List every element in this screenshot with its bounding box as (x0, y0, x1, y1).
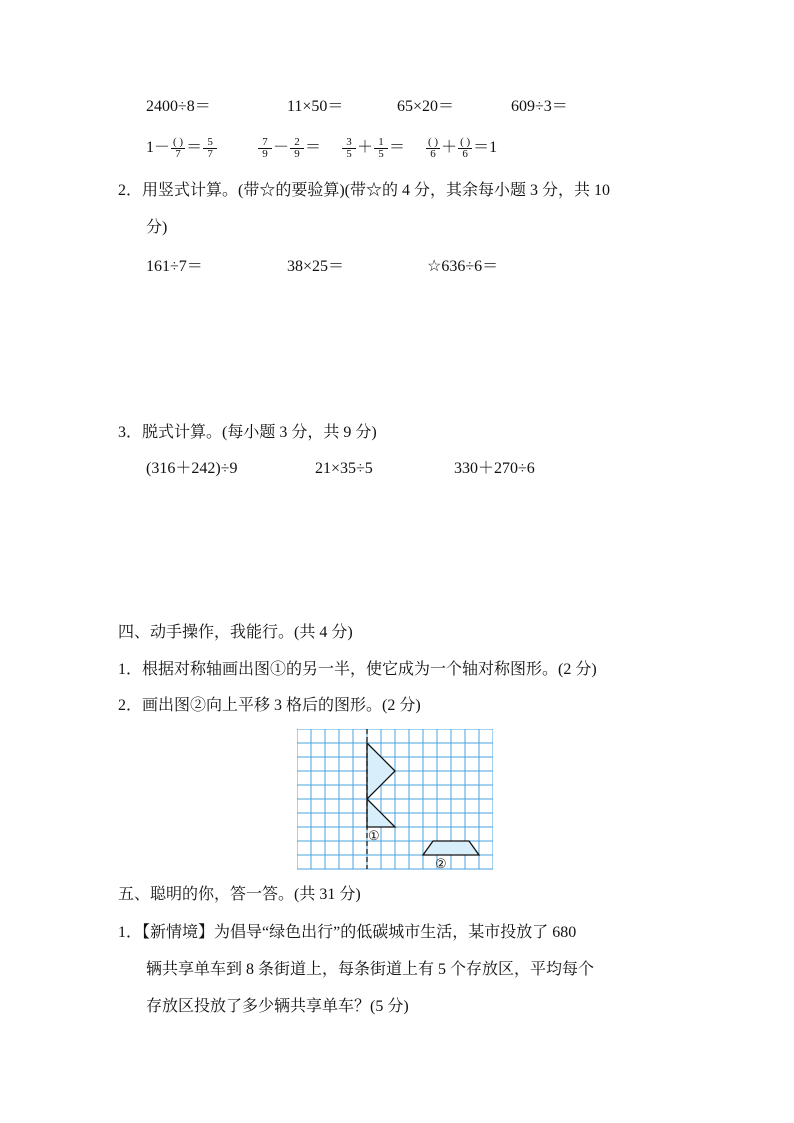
fraction (426, 137, 440, 160)
section4-item-2: 2．画出图②向上平移 3 格后的图形。(2 分) (118, 697, 421, 714)
q2-expr-2: 38×25＝ (287, 258, 345, 275)
fraction (290, 137, 304, 160)
grid-figure (297, 729, 493, 871)
q3-expr-1: (316＋242)÷9 (146, 460, 238, 477)
oral-expr-2: 11×50＝ (287, 98, 344, 115)
fraction (458, 137, 472, 160)
operator: ＋ (357, 139, 374, 157)
q2-title-cont: 分) (146, 219, 168, 236)
section4-heading: 四、动手操作，我能行。(共 4 分) (118, 624, 353, 641)
fraction-expr-2 (257, 137, 321, 160)
fraction-numerator: 7 (258, 137, 272, 149)
q3-expr-2: 21×35÷5 (315, 460, 373, 477)
q3-title: 3．脱式计算。(每小题 3 分，共 9 分) (118, 424, 377, 441)
fraction (203, 137, 217, 160)
section5-item-1-line2: 辆共享单车到 8 条街道上，每条街道上有 5 个存放区，平均每个 (146, 961, 595, 978)
q2-expr-1: 161÷7＝ (146, 258, 203, 275)
section5-item-1-line3: 存放区投放了多少辆共享单车？(5 分) (146, 998, 409, 1015)
operator: － (273, 139, 290, 157)
q2-expr-3: ☆636÷6＝ (427, 258, 499, 275)
oral-expr-4: 609÷3＝ (511, 98, 568, 115)
expr-prefix: 1－ (146, 139, 171, 157)
fraction-denominator: 9 (294, 148, 300, 160)
shape-2-trapezoid (423, 841, 479, 855)
fraction-expr-3 (341, 137, 405, 160)
fraction-numerator: 3 (342, 137, 356, 149)
fraction-numerator: ( ) (460, 136, 471, 148)
fraction-denominator: 5 (378, 148, 384, 160)
fraction-denominator: 7 (207, 148, 213, 160)
operator: ＋ (441, 139, 458, 157)
fraction-denominator: 6 (462, 148, 468, 160)
fraction-numerator: 1 (374, 137, 388, 149)
equals-sign: ＝ (186, 139, 203, 157)
fraction (258, 137, 272, 160)
oral-expr-1: 2400÷8＝ (146, 98, 211, 115)
shape-1-label: ① (368, 828, 380, 843)
q2-title: 2．用竖式计算。(带☆的要验算)(带☆的 4 分，其余每小题 3 分，共 10 (118, 182, 610, 199)
fraction-denominator: 9 (262, 148, 268, 160)
fraction-expr-4 (425, 137, 497, 160)
q3-expr-3: 330＋270÷6 (454, 460, 535, 477)
fraction-denominator: 7 (175, 148, 181, 160)
fraction (374, 137, 388, 160)
fraction-numerator: 5 (203, 137, 217, 149)
fraction-expr-1 (146, 137, 218, 160)
fraction-numerator: ( ) (428, 136, 439, 148)
fraction (171, 137, 185, 160)
section4-item-1: 1．根据对称轴画出图①的另一半，使它成为一个轴对称图形。(2 分) (118, 661, 597, 678)
shape-2-label: ② (435, 856, 447, 871)
fraction (342, 137, 356, 160)
fraction-numerator: 2 (290, 137, 304, 149)
fraction-denominator: 5 (346, 148, 352, 160)
oral-expr-3: 65×20＝ (397, 98, 455, 115)
section5-item-1: 1．【新情境】为倡导“绿色出行”的低碳城市生活，某市投放了 680 (118, 924, 577, 941)
fraction-denominator: 6 (430, 148, 436, 160)
equals-sign: ＝ (305, 139, 322, 157)
equals-sign: ＝1 (473, 139, 498, 157)
equals-sign: ＝ (389, 139, 406, 157)
fraction-numerator: ( ) (173, 136, 184, 148)
section5-heading: 五、聪明的你，答一答。(共 31 分) (118, 886, 361, 903)
